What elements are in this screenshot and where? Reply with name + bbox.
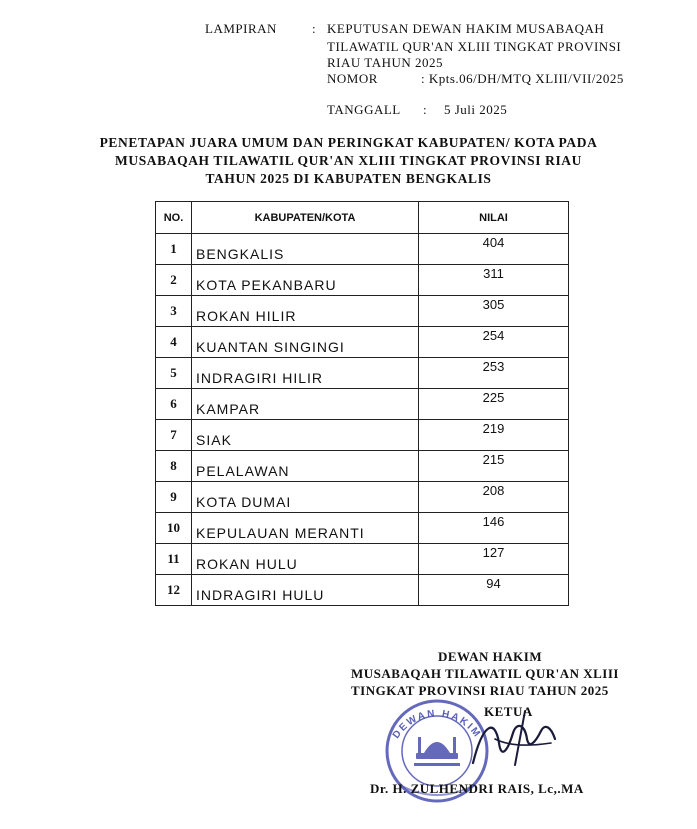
table-row [156,265,569,296]
tanggal-label: TANGGALL [327,102,401,117]
tanggal-colon: : [423,102,428,117]
row-no: 9 [156,482,192,513]
mosque-emblem-icon [414,737,460,766]
stamp-text: DEWAN HAKIM [390,708,484,741]
title-line-1: PENETAPAN JUARA UMUM DAN PERINGKAT KABUPATEN/ KOTA PADA [99,135,598,150]
row-no: 6 [156,389,192,420]
row-kabupaten: SIAK [192,420,419,451]
table-row [156,389,569,420]
row-no: 12 [156,575,192,606]
row-nilai: 219 [419,420,569,451]
row-nilai: 127 [419,544,569,575]
row-kabupaten: INDRAGIRI HILIR [192,358,419,389]
row-nilai: 404 [419,234,569,265]
row-no: 2 [156,265,192,296]
lampiran-line-2: TILAWATIL QUR'AN XLIII TINGKAT PROVINSI [327,39,622,54]
row-kabupaten: ROKAN HILIR [192,296,419,327]
row-nilai: 208 [419,482,569,513]
title-line-3: TAHUN 2025 DI KABUPATEN BENGKALIS [205,171,492,186]
row-kabupaten: KOTA DUMAI [192,482,419,513]
table-row [156,420,569,451]
row-kabupaten: PELALAWAN [192,451,419,482]
lampiran-line-1: KEPUTUSAN DEWAN HAKIM MUSABAQAH [327,21,605,36]
lampiran-line-3: RIAU TAHUN 2025 [327,55,443,70]
row-nilai: 225 [419,389,569,420]
row-no: 3 [156,296,192,327]
header-nilai: NILAI [419,202,569,234]
row-nilai: 94 [419,575,569,606]
table-row [156,513,569,544]
table-row [156,544,569,575]
table-row [156,327,569,358]
table-header-row [156,202,569,234]
table-row [156,358,569,389]
row-nilai: 254 [419,327,569,358]
row-kabupaten: KEPULAUAN MERANTI [192,513,419,544]
signatory-name: Dr. H. ZULHENDRI RAIS, Lc,.MA [370,781,584,796]
row-kabupaten: KOTA PEKANBARU [192,265,419,296]
row-nilai: 311 [419,265,569,296]
row-nilai: 146 [419,513,569,544]
row-no: 5 [156,358,192,389]
ranking-table [155,201,569,606]
table-row [156,234,569,265]
row-no: 7 [156,420,192,451]
row-no: 4 [156,327,192,358]
tanggal-value: 5 Juli 2025 [444,102,508,117]
signature-role: KETUA [484,704,533,719]
row-no: 10 [156,513,192,544]
row-nilai: 253 [419,358,569,389]
title-line-2: MUSABAQAH TILAWATIL QUR'AN XLIII TINGKAT PROVINSI RIAU [115,153,582,168]
row-no: 1 [156,234,192,265]
row-kabupaten: ROKAN HULU [192,544,419,575]
row-kabupaten: INDRAGIRI HULU [192,575,419,606]
nomor-value: : Kpts.06/DH/MTQ XLIII/VII/2025 [421,71,624,86]
header-kabupaten: KABUPATEN/KOTA [192,202,419,234]
lampiran-colon: : [312,21,317,36]
table-row [156,451,569,482]
table-row [156,575,569,606]
nomor-label: NOMOR [327,71,378,86]
header-no: NO. [156,202,192,234]
row-no: 8 [156,451,192,482]
signature-line-3: TINGKAT PROVINSI RIAU TAHUN 2025 [351,683,609,698]
signature-line-2: MUSABAQAH TILAWATIL QUR'AN XLIII [351,666,619,681]
document-title [0,134,697,188]
row-nilai: 215 [419,451,569,482]
row-no: 11 [156,544,192,575]
row-kabupaten: BENGKALIS [192,234,419,265]
table-row [156,296,569,327]
signature-line-1: DEWAN HAKIM [438,649,543,664]
lampiran-label: LAMPIRAN [205,21,277,36]
row-nilai: 305 [419,296,569,327]
row-kabupaten: KAMPAR [192,389,419,420]
row-kabupaten: KUANTAN SINGINGI [192,327,419,358]
table-row [156,482,569,513]
